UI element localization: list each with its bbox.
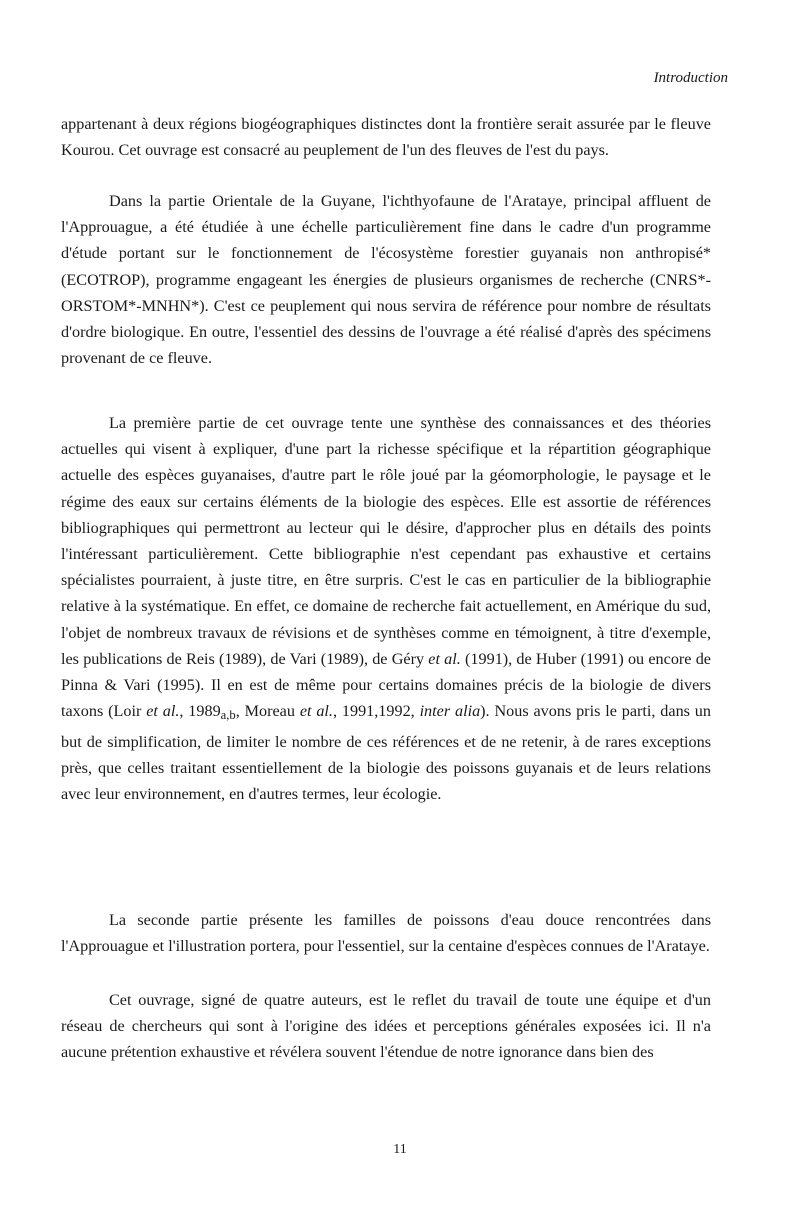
running-header: Introduction — [653, 70, 728, 86]
text-run: , 1989 — [179, 702, 221, 721]
paragraph-text: La seconde partie présente les familles de poissons d'eau douce rencontrées dans l'Approuague et l'illustration portera, pour l'essentiel, sur la centaine d'espèces connues de l'Arataye. — [61, 911, 711, 956]
paragraph-text: appartenant à deux régions biogéographiques distinctes dont la frontière serait assurée par le fleuve Kourou. Cet ouvrage est consacré au peuplement de l'un des fleuves de l'est du pays. — [61, 115, 711, 160]
text-run: , 1991,1992, — [332, 702, 420, 721]
paragraph-continuation — [61, 111, 711, 163]
text-run: ). Nous avons pris le parti, dans un but de simplification, de limiter le nombre de ces références et de ne retenir, à de rares exceptions près, que celles traitant essentiellement de la biologie des poissons guyanais et de leurs relations avec leur environnement, en d'autres termes, leur écologie. — [61, 702, 711, 803]
text-run: , Moreau — [235, 702, 300, 721]
paragraph-text: Dans la partie Orientale de la Guyane, l'ichthyofaune de l'Arataye, principal affluent de l'Approuague, a été étudiée à une échelle particulièrement fine dans le cadre d'un programme d'étude portant sur le fonctionnement de l'écosystème forestier guyanais non anthropisé* (ECOTROP), programme engageant les énergies de plusieurs organismes de recherche (CNRS*-ORSTOM*-MNHN*). C'est ce peuplement qui nous servira de référence pour nombre de résultats d'ordre biologique. En outre, l'essentiel des dessins de l'ouvrage a été réalisé d'après des spécimens provenant de ce fleuve. — [61, 192, 711, 368]
italic-run: et al. — [428, 649, 461, 668]
paragraph-authors — [61, 987, 711, 1066]
paragraph-first-part — [61, 410, 711, 807]
page-number: 11 — [393, 1142, 407, 1157]
text-run: (1991), de Huber (1991) ou encore de Pinna & Vari (1995). Il en est de même pour certains domaines précis de la biologie de divers taxons (Loir — [61, 649, 711, 721]
paragraph-text: Cet ouvrage, signé de quatre auteurs, est le reflet du travail de toute une équipe et d'un réseau de chercheurs qui sont à l'origine des idées et perceptions générales exposées ici. Il n'a aucune prétention exhaustive et révélera souvent l'étendue de notre ignorance dans bien des — [61, 991, 711, 1062]
italic-run: et al. — [299, 702, 333, 721]
italic-run: inter alia — [419, 702, 481, 721]
paragraph-arataye — [61, 188, 711, 371]
subscript-run: a,b — [220, 708, 236, 723]
text-run: La première partie de cet ouvrage tente une synthèse des connaissances et des théories actuelles qui visent à expliquer, d'une part la richesse spécifique et la répartition géographique actuelle des espèces guyanaises, d'autre part le rôle joué par la géomorphologie, le paysage et le régime des eaux sur certains éléments de la biologie des espèces. Elle est assortie de références bibliographiques qui permettront au lecteur qui le désire, d'approcher plus en détails des points l'intéressant particulièrement. Cette bibliographie n'est cependant pas exhaustive et certains spécialistes pourraient, à juste titre, en être surpris. C'est le cas en particulier de la bibliographie relative à la systématique. En effet, ce domaine de recherche fait actuellement, en Amérique du sud, l'objet de nombreux travaux de révisions et de synthèses comme en témoignent, à titre d'exemple, les publications de Reis (1989), de Vari (1989), de Géry — [61, 414, 711, 668]
paragraph-second-part — [61, 907, 711, 959]
italic-run: et al. — [146, 702, 180, 721]
